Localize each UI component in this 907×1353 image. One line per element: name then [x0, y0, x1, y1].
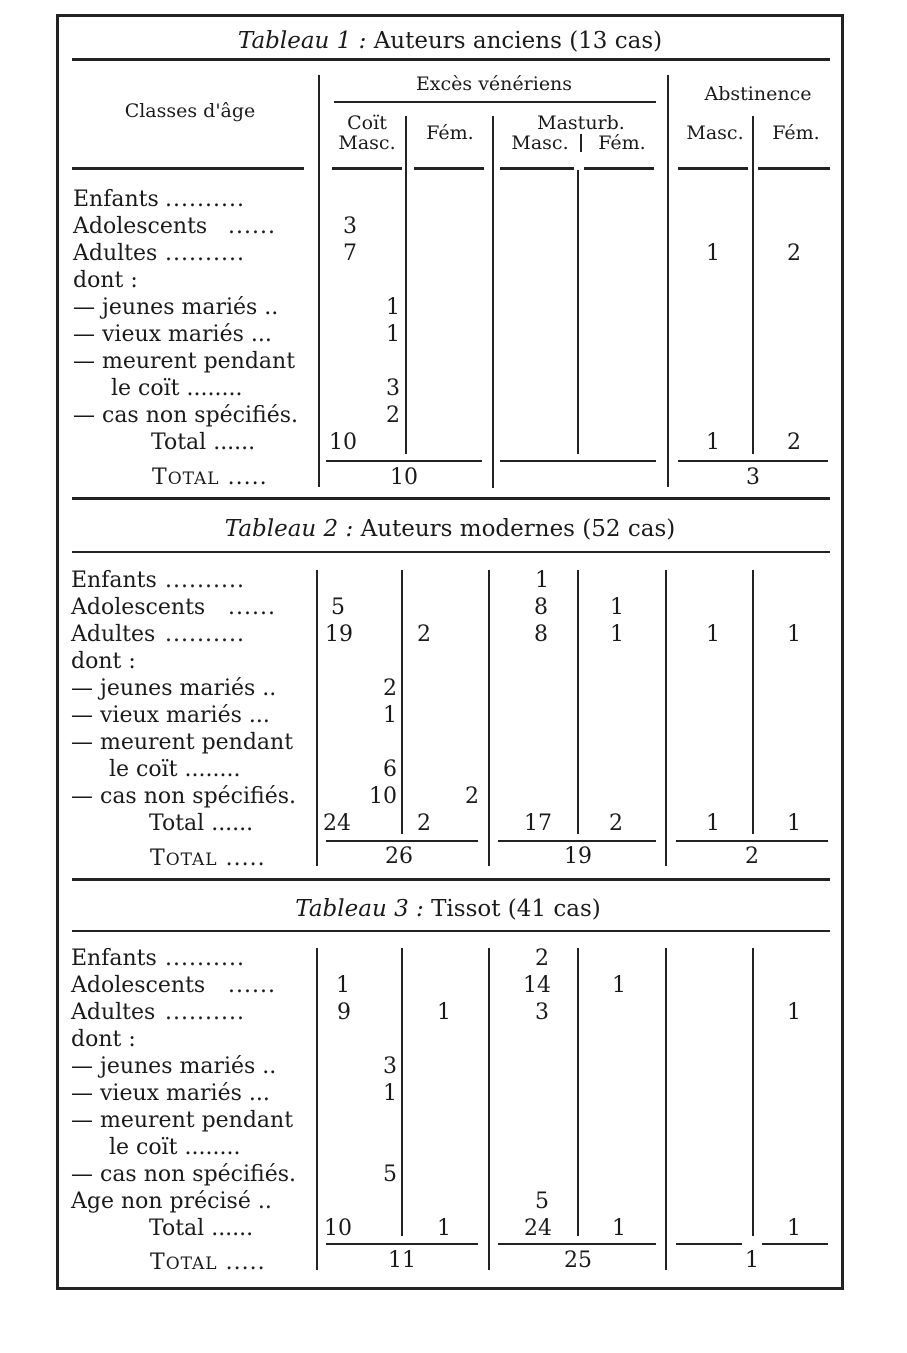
abs-fem-header: Fém.	[772, 122, 820, 144]
divider	[577, 570, 579, 834]
grand-total: 19	[564, 844, 592, 869]
cell: 1	[787, 811, 801, 836]
divider	[488, 570, 490, 866]
age-class-header: Classes d'âge	[124, 100, 256, 122]
cell: 1	[386, 295, 400, 320]
row-jeunes-maries: — jeunes mariés ..	[73, 295, 279, 320]
row-meurent: — meurent pendant	[71, 1108, 294, 1133]
cell: 7	[343, 241, 357, 266]
cell: 1	[610, 622, 624, 647]
cell: 8	[534, 622, 548, 647]
row-dont: dont :	[73, 268, 138, 293]
masturb-masc-header: Masc.	[511, 132, 569, 154]
divider	[401, 570, 403, 834]
cell: 1	[535, 568, 549, 593]
row-adultes: Adultes	[73, 241, 158, 266]
rule	[500, 460, 656, 462]
rule	[500, 167, 574, 170]
row-total: Total ......	[149, 1216, 254, 1241]
rule	[72, 167, 304, 170]
divider	[752, 116, 754, 454]
cell: 1	[437, 1216, 451, 1241]
row-dont: dont :	[71, 649, 136, 674]
cell: 1	[437, 1000, 451, 1025]
rule	[72, 58, 830, 61]
rule	[498, 1243, 656, 1245]
row-adultes: Adultes	[71, 1000, 156, 1025]
cell: 2	[787, 241, 801, 266]
masturb-fem-header: Fém.	[598, 132, 646, 154]
cell: 2	[465, 784, 479, 809]
masturb-header: Masturb.	[537, 112, 625, 134]
cell: 8	[534, 595, 548, 620]
row-dont: dont :	[71, 1027, 136, 1052]
rule	[326, 840, 478, 842]
grand-total: 10	[390, 465, 418, 490]
cell: 2	[417, 811, 431, 836]
cell: 17	[524, 811, 552, 836]
divider	[316, 570, 318, 866]
cell: 1	[336, 973, 350, 998]
rule	[334, 101, 656, 103]
rule	[678, 167, 748, 170]
row-enfants: Enfants	[73, 187, 159, 212]
exces-header: Excès vénériens	[415, 73, 573, 95]
cell: 1	[787, 1216, 801, 1241]
row-enfants: Enfants	[71, 568, 157, 593]
rule	[326, 460, 482, 462]
coit-masc-header: Masc.	[338, 132, 396, 154]
row-vieux-maries: — vieux mariés ...	[71, 703, 270, 728]
divider	[752, 570, 754, 834]
row-le-coit: le coït ........	[109, 1135, 241, 1160]
row-le-coit: le coït ........	[111, 376, 243, 401]
cell: 10	[329, 430, 357, 455]
row-non-specifies: — cas non spécifiés.	[71, 1162, 297, 1187]
dot-leader: ......	[228, 973, 276, 998]
cell: 1	[612, 973, 626, 998]
divider	[665, 570, 667, 866]
row-vieux-maries: — vieux mariés ...	[71, 1081, 270, 1106]
cell: 2	[787, 430, 801, 455]
row-vieux-maries: — vieux mariés ...	[73, 322, 272, 347]
cell: 2	[383, 676, 397, 701]
rule	[326, 1243, 478, 1245]
divider	[752, 948, 754, 1236]
cell: 1	[383, 1081, 397, 1106]
cell: 1	[706, 430, 720, 455]
cell: 1	[787, 622, 801, 647]
row-jeunes-maries: — jeunes mariés ..	[71, 676, 277, 701]
cell: 3	[535, 1000, 549, 1025]
row-total: Total ......	[151, 430, 256, 455]
row-adolescents: Adolescents	[73, 214, 208, 239]
divider	[401, 948, 403, 1236]
cell: 2	[386, 403, 400, 428]
row-enfants: Enfants	[71, 946, 157, 971]
table-3-title: Tableau 3 : Tissot (41 cas)	[295, 896, 601, 922]
cell: 1	[610, 595, 624, 620]
row-meurent: — meurent pendant	[71, 730, 294, 755]
cell: 10	[324, 1216, 352, 1241]
divider	[667, 75, 669, 487]
row-jeunes-maries: — jeunes mariés ..	[71, 1054, 277, 1079]
abstinence-header: Abstinence	[704, 83, 812, 105]
cell: 9	[337, 1000, 351, 1025]
cell: 14	[523, 973, 551, 998]
row-total-caps: TOTAL .....	[150, 846, 266, 871]
rule	[414, 167, 484, 170]
cell: 10	[369, 784, 397, 809]
rule	[332, 167, 402, 170]
grand-total: 2	[745, 844, 759, 869]
rule	[762, 1243, 828, 1245]
dot-leader: ......	[228, 595, 276, 620]
dot-leader: ..........	[165, 187, 245, 212]
cell: 1	[386, 322, 400, 347]
cell: 3	[386, 376, 400, 401]
divider	[316, 948, 318, 1270]
divider	[577, 170, 579, 454]
rule	[584, 167, 654, 170]
rule	[676, 840, 828, 842]
cell: 1	[612, 1216, 626, 1241]
cell: 6	[383, 757, 397, 782]
coit-fem-header: Fém.	[426, 122, 474, 144]
row-non-specifies: — cas non spécifiés.	[71, 784, 297, 809]
cell: 1	[383, 703, 397, 728]
row-meurent: — meurent pendant	[73, 349, 296, 374]
divider	[665, 948, 667, 1270]
grand-total: 25	[564, 1248, 592, 1273]
dot-leader: ......	[228, 214, 276, 239]
abs-masc-header: Masc.	[686, 122, 744, 144]
rule	[72, 930, 830, 932]
grand-total: 3	[746, 465, 760, 490]
rule	[676, 1243, 742, 1245]
cell: 3	[383, 1054, 397, 1079]
divider	[492, 116, 494, 488]
row-adolescents: Adolescents	[71, 973, 206, 998]
grand-total: 1	[745, 1248, 759, 1273]
table-2-title: Tableau 2 : Auteurs modernes (52 cas)	[224, 516, 676, 542]
rule	[678, 460, 828, 462]
cell: 2	[535, 946, 549, 971]
dot-leader: ..........	[165, 946, 245, 971]
row-le-coit: le coït ........	[109, 757, 241, 782]
divider	[318, 75, 320, 487]
row-adultes: Adultes	[71, 622, 156, 647]
cell: 5	[383, 1162, 397, 1187]
row-total-caps: TOTAL .....	[152, 465, 268, 490]
rule	[72, 551, 830, 553]
divider	[577, 948, 579, 1236]
cell: 1	[706, 811, 720, 836]
grand-total: 11	[388, 1248, 416, 1273]
cell: 5	[331, 595, 345, 620]
row-total-caps: TOTAL .....	[150, 1250, 266, 1275]
table-1-title: Tableau 1 : Auteurs anciens (13 cas)	[237, 28, 663, 54]
row-age-non-precise: Age non précisé ..	[71, 1189, 272, 1214]
row-adolescents: Adolescents	[71, 595, 206, 620]
cell: 19	[325, 622, 353, 647]
cell: 1	[706, 241, 720, 266]
cell: 5	[535, 1189, 549, 1214]
cell: 24	[524, 1216, 552, 1241]
row-total: Total ......	[149, 811, 254, 836]
dot-leader: ..........	[165, 622, 245, 647]
dot-leader: ..........	[165, 1000, 245, 1025]
grand-total: 26	[385, 844, 413, 869]
coit-header: Coït	[347, 112, 387, 134]
cell: 2	[417, 622, 431, 647]
divider	[405, 116, 407, 454]
divider	[580, 134, 582, 152]
rule	[72, 878, 830, 881]
dot-leader: ..........	[165, 568, 245, 593]
cell: 1	[706, 622, 720, 647]
cell: 3	[343, 214, 357, 239]
divider	[488, 948, 490, 1270]
dot-leader: ..........	[165, 241, 245, 266]
rule	[72, 497, 830, 500]
cell: 1	[787, 1000, 801, 1025]
rule	[758, 167, 830, 170]
rule	[498, 840, 656, 842]
cell: 24	[323, 811, 351, 836]
row-non-specifies: — cas non spécifiés.	[73, 403, 299, 428]
cell: 2	[609, 811, 623, 836]
